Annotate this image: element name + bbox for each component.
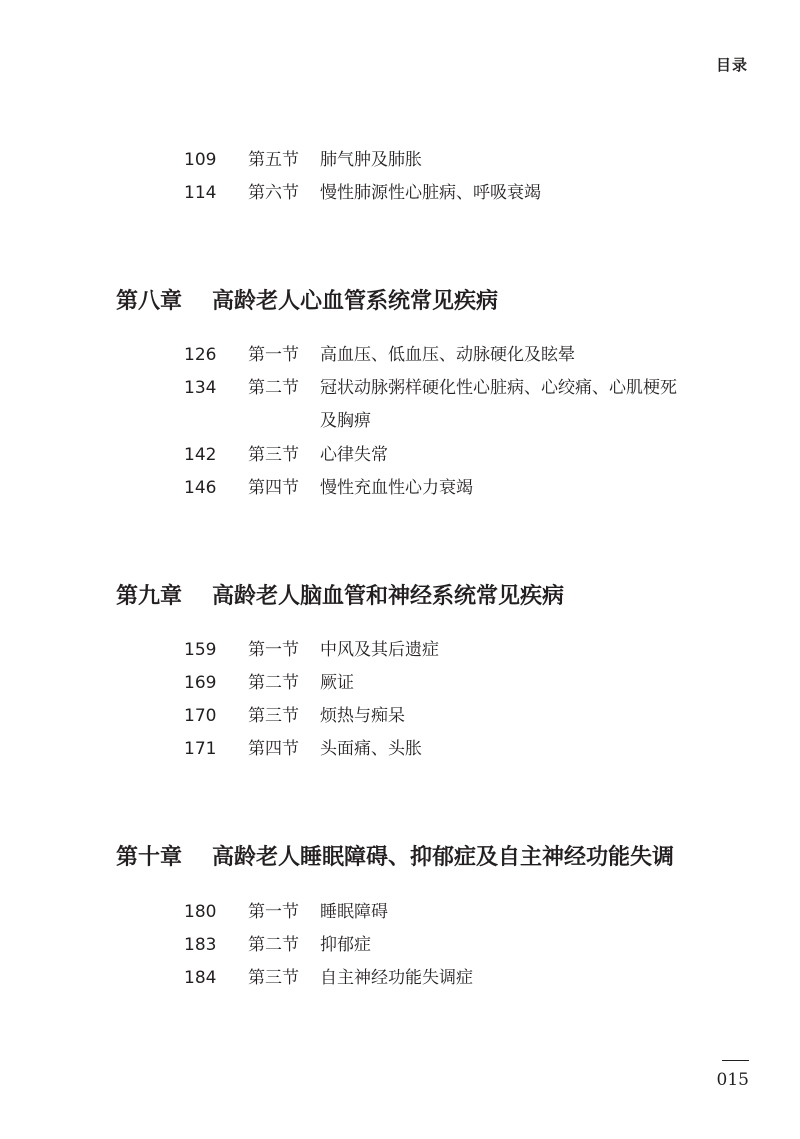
toc-section-label: 第六节 — [248, 183, 299, 203]
toc-entry-title: 心律失常 — [320, 445, 388, 465]
toc-page-number: 184 — [184, 968, 217, 988]
toc-page-number: 180 — [184, 902, 217, 922]
chapter-heading — [116, 579, 564, 610]
toc-page-number: 183 — [184, 935, 217, 955]
chapter-number: 第十章 — [116, 844, 183, 870]
toc-entry-title: 冠状动脉粥样硬化性心脏病、心绞痛、心肌梗死 — [320, 378, 677, 398]
toc-entry-title: 抑郁症 — [320, 935, 371, 955]
toc-entry-title: 中风及其后遗症 — [320, 640, 439, 660]
toc-section-label: 第三节 — [248, 968, 299, 988]
page-number: 015 — [716, 1070, 749, 1090]
toc-page-number: 142 — [184, 445, 217, 465]
toc-page-number: 114 — [184, 183, 217, 203]
toc-entry-title: 高血压、低血压、动脉硬化及眩晕 — [320, 345, 575, 365]
toc-section-label: 第二节 — [248, 673, 299, 693]
toc-page-number: 169 — [184, 673, 217, 693]
toc-entry-title: 肺气肿及肺胀 — [320, 150, 422, 170]
toc-entry-title: 睡眠障碍 — [320, 902, 388, 922]
page-header-label: 目录 — [715, 56, 748, 74]
toc-section-label: 第五节 — [248, 150, 299, 170]
toc-section-label: 第一节 — [248, 640, 299, 660]
toc-page-number: 126 — [184, 345, 217, 365]
chapter-title: 高龄老人睡眠障碍、抑郁症及自主神经功能失调 — [212, 844, 675, 870]
toc-entry-title: 烦热与痴呆 — [320, 706, 405, 726]
toc-section-label: 第二节 — [248, 935, 299, 955]
chapter-title: 高龄老人心血管系统常见疾病 — [212, 288, 499, 314]
chapter-heading — [116, 284, 498, 315]
chapter-number: 第八章 — [116, 288, 183, 314]
toc-entry-title: 厥证 — [320, 673, 354, 693]
toc-section-label: 第四节 — [248, 478, 299, 498]
toc-section-label: 第三节 — [248, 706, 299, 726]
toc-section-label: 第一节 — [248, 902, 299, 922]
chapter-heading — [116, 840, 674, 871]
toc-page-number: 109 — [184, 150, 217, 170]
toc-entry-title: 头面痛、头胀 — [320, 739, 422, 759]
toc-section-label: 第二节 — [248, 378, 299, 398]
toc-entry-title: 慢性充血性心力衰竭 — [320, 478, 473, 498]
chapter-title: 高龄老人脑血管和神经系统常见疾病 — [212, 583, 565, 609]
toc-page-number: 146 — [184, 478, 217, 498]
toc-page-number: 171 — [184, 739, 217, 759]
toc-page-number: 159 — [184, 640, 217, 660]
toc-page-number: 170 — [184, 706, 217, 726]
chapter-number: 第九章 — [116, 583, 183, 609]
toc-page-number: 134 — [184, 378, 217, 398]
toc-section-label: 第一节 — [248, 345, 299, 365]
toc-entry-title: 慢性肺源性心脏病、呼吸衰竭 — [320, 183, 541, 203]
toc-section-label: 第三节 — [248, 445, 299, 465]
toc-entry-title: 自主神经功能失调症 — [320, 968, 473, 988]
page-number-rule — [722, 1060, 749, 1061]
toc-entry-title-continuation: 及胸痹 — [320, 411, 371, 431]
toc-section-label: 第四节 — [248, 739, 299, 759]
